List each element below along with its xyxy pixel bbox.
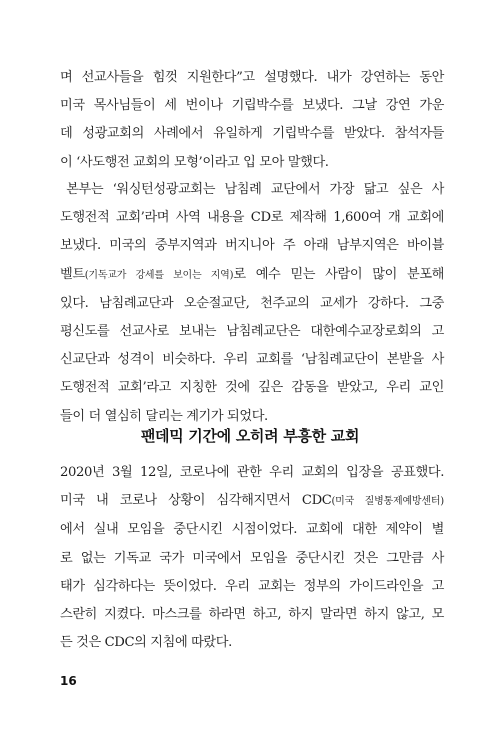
text-line: 미국 목사님들이 세 번이나 기립박수를 보냈다. 그날 강연 가운 <box>60 98 444 114</box>
inline-note: (미국 질병통제예방센터) <box>331 496 445 508</box>
text-line: 로 없는 기독교 국가 미국에서 모임을 중단시킨 것은 그만큼 사 <box>60 550 444 566</box>
text-line: 이 ‘사도행전 교회의 모형’이라고 입 모아 말했다. <box>60 154 329 170</box>
text-line: 며 선교사들을 힘껏 지원한다”고 설명했다. 내가 강연하는 동안 <box>60 70 444 85</box>
section-heading: 팬데믹 기간에 오히려 부흥한 교회 <box>140 427 360 445</box>
text-line: 스란히 지켰다. 마스크를 하라면 하고, 하지 말라면 하지 않고, 모 <box>60 607 444 623</box>
text-line: 2020년 3월 12일, 코로나에 관한 우리 교회의 입장을 공표했다. <box>60 465 444 480</box>
body-paragraph-1 <box>60 64 444 177</box>
body-paragraph-3 <box>60 459 444 657</box>
text-line: 본부는 ‘워싱턴성광교회는 남침례 교단에서 가장 닮고 싶은 사 <box>66 182 444 197</box>
text-line: 미국 내 코로나 상황이 심각해지면서 CDC(미국 질병통제예방센터) <box>60 493 445 509</box>
text-line: 들이 더 열심히 달리는 계기가 되었다. <box>60 408 268 424</box>
inline-note: (기독교가 강세를 보이는 지역) <box>84 269 234 281</box>
text-line: 신교단과 성격이 비슷하다. 우리 교회를 ‘남침례교단이 본받을 사 <box>60 352 444 368</box>
text-line: 벨트(기독교가 강세를 보이는 지역)로 예수 믿는 사람이 많이 분포해 <box>60 266 444 282</box>
text-line: 에서 실내 모임을 중단시킨 시점이었다. 교회에 대한 제약이 별 <box>60 522 444 538</box>
text-line: 도행전적 교회’라고 지칭한 것에 깊은 감동을 받았고, 우리 교인 <box>60 380 444 396</box>
text-line: 든 것은 CDC의 지침에 따랐다. <box>60 635 232 651</box>
text-line: 도행전적 교회’라며 사역 내용을 CD로 제작해 1,600여 개 교회에 <box>60 210 444 226</box>
page-number: 16 <box>60 674 77 688</box>
text-line: 보냈다. 미국의 중부지역과 버지니아 주 아래 남부지역은 바이블 <box>60 238 444 254</box>
body-paragraph-2 <box>60 176 444 431</box>
text-line: 데 성광교회의 사례에서 유일하게 기립박수를 받았다. 참석자들 <box>60 126 444 142</box>
text-line: 있다. 남침례교단과 오순절교단, 천주교의 교세가 강하다. 그중 <box>60 295 444 311</box>
text-line: 평신도를 선교사로 보내는 남침례교단은 대한예수교장로회의 고 <box>60 324 444 340</box>
text-line: 태가 심각하다는 뜻이었다. 우리 교회는 정부의 가이드라인을 고 <box>60 578 444 594</box>
